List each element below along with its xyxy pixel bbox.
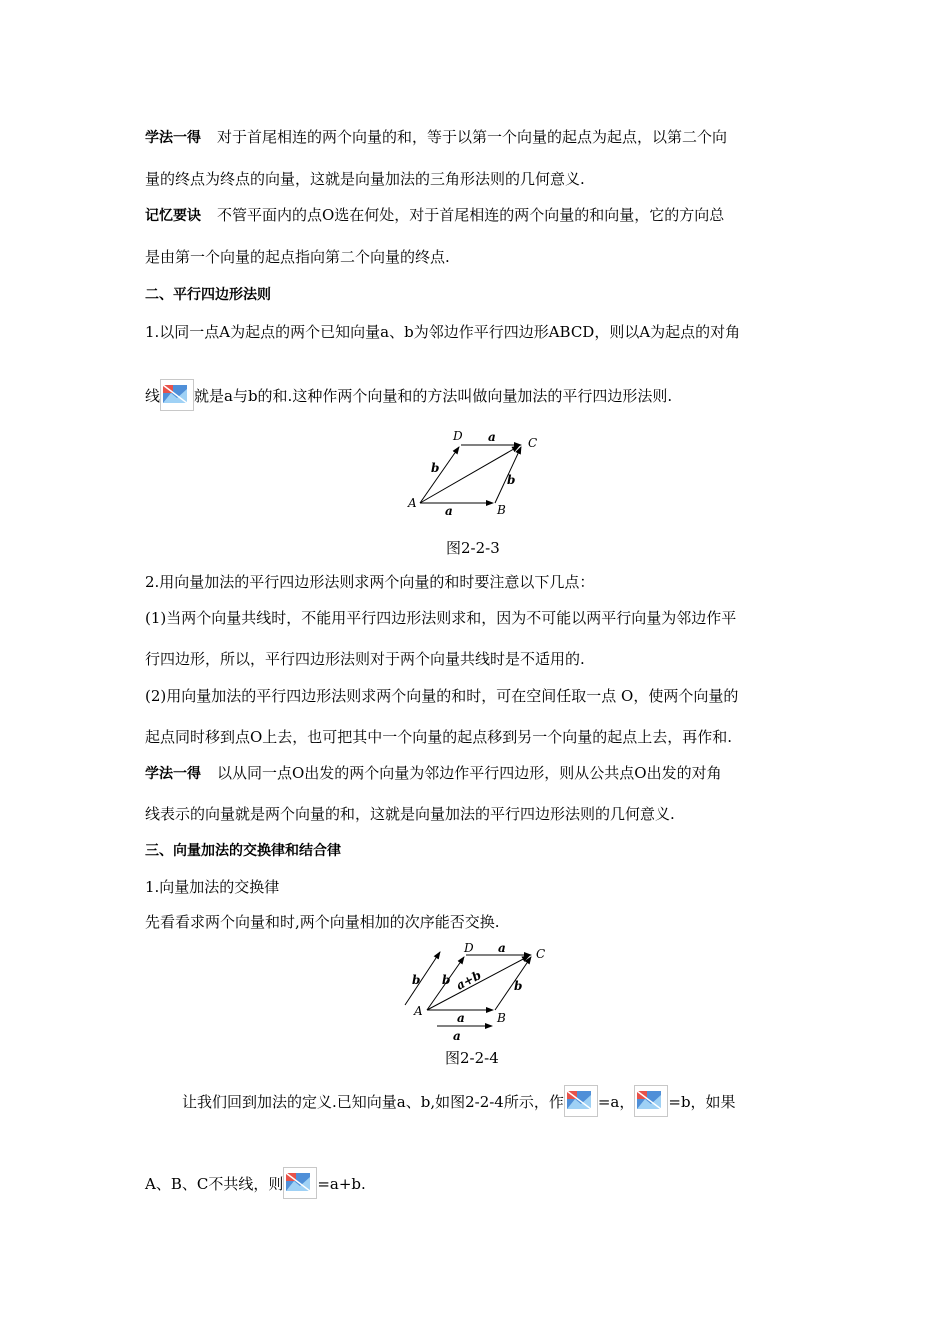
broken-image-icon [160,379,194,411]
label-b-right: b [514,979,523,993]
label-study-tip: 学法一得 [145,130,201,146]
point-label-D: D [464,941,474,955]
paragraph-conclusion [145,1167,366,1199]
figure-parallelogram-1 [400,425,550,520]
label-memory-tip: 记忆要诀 [145,208,201,224]
text-line: 1.以同一点A为起点的两个已知向量a、b为邻边作平行四边形ABCD，则以A为起点的对角 [145,323,741,341]
vector-b-outer [405,952,440,1005]
label-study-tip: 学法一得 [145,766,201,782]
paragraph-study-tip-2 [145,763,722,784]
point-label-C: C [536,947,546,961]
text-line: 以从同一点O出发的两个向量为邻边作平行四边形，则从公共点O出发的对角 [217,764,722,782]
label-b-left: b [442,973,451,987]
paragraph-diagonal [145,379,672,411]
section-heading-parallelogram: 二、平行四边形法则 [145,287,271,303]
point-label-A: A [414,1004,423,1018]
section-heading-commutative: 三、向量加法的交换律和结合律 [145,843,341,859]
label-a-inner: a [457,1011,465,1025]
label-b-right: b [507,473,516,487]
point-label-A: A [408,496,417,510]
paragraph-definition [182,1085,736,1117]
point-label-D: D [453,429,463,443]
text-line: 线表示的向量就是两个向量的和，这就是向量加法的平行四边形法则的几何意义. [145,805,675,823]
broken-image-icon [634,1085,668,1117]
figure-caption-2: 图2-2-4 [445,1049,499,1067]
text-fragment: 就是a与b的和.这种作两个向量和的方法叫做向量加法的平行四边形法则. [194,387,673,405]
text-line: 2.用向量加法的平行四边形法则求两个向量的和时要注意以下几点： [145,573,595,591]
label-a-outer: a [453,1029,461,1041]
text-fragment: 让我们回到加法的定义.已知向量a、b,如图2-2-4所示，作 [182,1093,564,1111]
broken-image-icon [283,1167,317,1199]
figure-caption-1: 图2-2-3 [446,539,500,557]
label-a-bottom: a [445,504,453,518]
text-fragment: A、B、C不共线，则 [145,1175,284,1193]
vector-b-left [420,447,459,503]
paragraph-memory-tip [145,205,724,226]
label-a-top: a [488,430,496,444]
text-line: 量的终点为终点的向量，这就是向量加法的三角形法则的几何意义. [145,170,585,188]
point-label-C: C [528,436,538,450]
figure-parallelogram-2 [395,938,560,1041]
label-a-plus-b: a+b [453,967,484,993]
label-a-top: a [498,941,506,955]
label-b-left: b [431,461,440,475]
text-line: (2)用向量加法的平行四边形法则求两个向量的和时，可在空间任取一点 O，使两个向量的 [145,687,739,705]
text-line: 不管平面内的点O选在何处，对于首尾相连的两个向量的和向量，它的方向总 [217,206,725,224]
text-line: 起点同时移到点O上去，也可把其中一个向量的起点移到另一个向量的起点上去，再作和. [145,728,733,746]
paragraph-study-tip-1 [145,127,727,148]
text-line: 行四边形，所以，平行四边形法则对于两个向量共线时是不适用的. [145,650,585,668]
text-line: (1)当两个向量共线时，不能用平行四边形法则求和，因为不可能以两平行向量为邻边作平 [145,609,737,627]
text-fragment: 线 [145,387,161,405]
text-line: 是由第一个向量的起点指向第二个向量的终点. [145,248,450,266]
point-label-B: B [497,1011,506,1025]
label-b-outer: b [412,973,421,987]
text-line: 先看看求两个向量和时,两个向量相加的次序能否交换. [145,913,500,931]
text-fragment: =a+b. [317,1175,366,1193]
text-fragment: =a， [597,1093,635,1111]
text-line: 对于首尾相连的两个向量的和，等于以第一个向量的起点为起点，以第二个向 [217,128,728,146]
text-fragment: =b，如果 [668,1093,736,1111]
text-line: 1.向量加法的交换律 [145,878,280,896]
point-label-B: B [497,503,506,517]
broken-image-icon [564,1085,598,1117]
